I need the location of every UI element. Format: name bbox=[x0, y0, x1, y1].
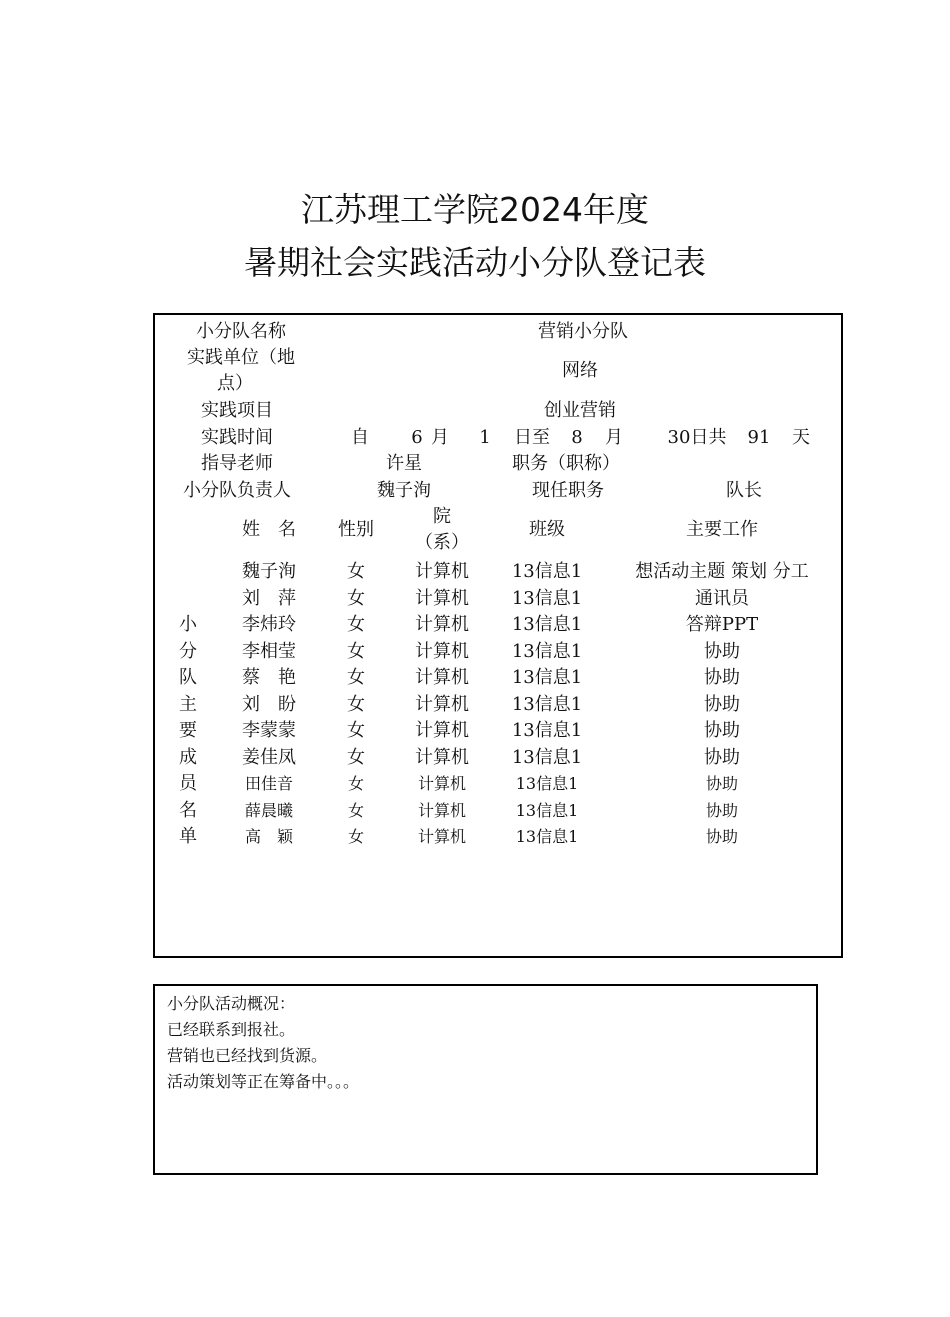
month-label-1: 月 bbox=[431, 427, 449, 448]
member-gender: 女 bbox=[347, 693, 365, 715]
member-dept: 计算机 bbox=[415, 587, 469, 609]
registration-form-box bbox=[153, 313, 843, 958]
member-dept: 计算机 bbox=[417, 800, 467, 820]
member-name: 刘 萍 bbox=[242, 587, 296, 609]
member-class: 13信息1 bbox=[511, 614, 583, 635]
member-work: 通讯员 bbox=[695, 587, 749, 609]
position-title-label: 职务（职称） bbox=[512, 453, 620, 474]
member-class: 13信息1 bbox=[511, 587, 583, 609]
activity-line: 已经联系到报社。 bbox=[167, 1020, 296, 1039]
activity-heading: 小分队活动概况： bbox=[167, 994, 296, 1013]
member-class: 13信息1 bbox=[511, 667, 583, 688]
member-name: 高 颖 bbox=[244, 827, 294, 846]
member-gender: 女 bbox=[347, 561, 365, 582]
project-value: 创业营销 bbox=[544, 400, 616, 421]
member-work: 协助 bbox=[704, 693, 740, 715]
member-gender: 女 bbox=[347, 720, 365, 741]
members-side-label-char: 分 bbox=[179, 640, 197, 662]
member-name: 李相莹 bbox=[242, 640, 296, 662]
member-name: 蔡 艳 bbox=[242, 667, 296, 688]
members-side-label-char: 员 bbox=[179, 773, 197, 794]
members-side-label-char: 小 bbox=[179, 614, 197, 635]
member-class: 13信息1 bbox=[511, 561, 583, 582]
members-side-label-char: 单 bbox=[179, 826, 197, 847]
page-title-line-2: 暑期社会实践活动小分队登记表 bbox=[244, 243, 706, 282]
member-class: 13信息1 bbox=[515, 827, 579, 846]
member-class: 13信息1 bbox=[515, 800, 579, 820]
total-days: 91 bbox=[747, 427, 771, 448]
member-dept: 计算机 bbox=[415, 720, 469, 741]
member-work: 协助 bbox=[704, 667, 740, 688]
activity-summary-box bbox=[153, 984, 818, 1175]
member-dept: 计算机 bbox=[415, 667, 469, 688]
location-value: 网络 bbox=[562, 360, 598, 381]
header-class: 班级 bbox=[529, 519, 565, 540]
member-work: 协助 bbox=[704, 720, 740, 741]
member-class: 13信息1 bbox=[515, 774, 579, 793]
member-name: 李炜玲 bbox=[242, 614, 296, 635]
member-gender: 女 bbox=[347, 746, 365, 768]
end-month: 8 bbox=[571, 427, 583, 448]
member-gender: 女 bbox=[347, 640, 365, 662]
start-day: 1 bbox=[479, 427, 491, 448]
member-work: 协助 bbox=[704, 746, 740, 768]
project-label: 实践项目 bbox=[201, 400, 273, 421]
member-name: 田佳音 bbox=[244, 774, 294, 793]
member-gender: 女 bbox=[347, 667, 365, 688]
activity-line: 活动策划等正在筹备中。。。 bbox=[167, 1072, 360, 1091]
member-work: 答辩PPT bbox=[685, 614, 759, 635]
member-work: 协助 bbox=[705, 774, 739, 793]
team-name-label: 小分队名称 bbox=[196, 321, 286, 342]
month-label-2: 月 bbox=[605, 427, 623, 448]
member-class: 13信息1 bbox=[511, 693, 583, 715]
member-dept: 计算机 bbox=[415, 614, 469, 635]
start-month: 6 bbox=[411, 427, 423, 448]
day-to: 日至 bbox=[514, 427, 550, 448]
current-position-label: 现任职务 bbox=[532, 480, 604, 501]
member-name: 李蒙蒙 bbox=[242, 720, 296, 741]
member-gender: 女 bbox=[347, 614, 365, 635]
member-name: 薛晨曦 bbox=[244, 800, 294, 820]
member-dept: 计算机 bbox=[415, 640, 469, 662]
advisor-label: 指导老师 bbox=[201, 453, 273, 474]
member-work: 协助 bbox=[705, 800, 739, 820]
current-position-value: 队长 bbox=[726, 480, 762, 501]
members-side-label-char: 名 bbox=[179, 799, 197, 821]
page-title-line-1: 江苏理工学院2024年度 bbox=[301, 190, 649, 229]
header-name: 姓 名 bbox=[242, 519, 296, 540]
leader-value: 魏子洵 bbox=[377, 480, 431, 501]
leader-label: 小分队负责人 bbox=[183, 480, 291, 501]
member-dept: 计算机 bbox=[417, 827, 467, 846]
members-side-label-char: 成 bbox=[179, 746, 197, 768]
team-name-value: 营销小分队 bbox=[538, 321, 628, 342]
header-dept-line-1: 院 bbox=[433, 506, 451, 527]
header-dept-line-2: （系） bbox=[415, 532, 469, 553]
activity-line: 营销也已经找到货源。 bbox=[167, 1046, 328, 1065]
members-side-label-char: 要 bbox=[179, 720, 197, 741]
location-label-line-1: 实践单位（地 bbox=[187, 347, 295, 368]
member-name: 姜佳凤 bbox=[242, 746, 296, 768]
end-day-total: 30日共 bbox=[667, 427, 727, 448]
member-name: 刘 盼 bbox=[242, 693, 296, 715]
time-from: 自 bbox=[351, 427, 369, 448]
member-work: 想活动主题 策划 分工 bbox=[635, 561, 809, 582]
member-dept: 计算机 bbox=[415, 561, 469, 582]
location-label-line-2: 点） bbox=[217, 373, 253, 394]
member-gender: 女 bbox=[347, 800, 365, 820]
member-name: 魏子洵 bbox=[242, 561, 296, 582]
member-dept: 计算机 bbox=[417, 774, 467, 793]
member-gender: 女 bbox=[347, 774, 365, 793]
header-work: 主要工作 bbox=[686, 519, 758, 540]
member-gender: 女 bbox=[347, 827, 365, 846]
member-class: 13信息1 bbox=[511, 720, 583, 741]
header-gender: 性别 bbox=[338, 519, 374, 540]
time-label: 实践时间 bbox=[201, 427, 273, 448]
member-work: 协助 bbox=[705, 827, 739, 846]
member-dept: 计算机 bbox=[415, 746, 469, 768]
member-class: 13信息1 bbox=[511, 746, 583, 768]
days-unit: 天 bbox=[792, 427, 810, 448]
member-gender: 女 bbox=[347, 587, 365, 609]
member-class: 13信息1 bbox=[511, 640, 583, 662]
member-dept: 计算机 bbox=[415, 693, 469, 715]
members-side-label-char: 主 bbox=[179, 693, 197, 715]
members-side-label-char: 队 bbox=[179, 667, 197, 688]
advisor-value: 许星 bbox=[386, 453, 422, 474]
member-work: 协助 bbox=[704, 640, 740, 662]
